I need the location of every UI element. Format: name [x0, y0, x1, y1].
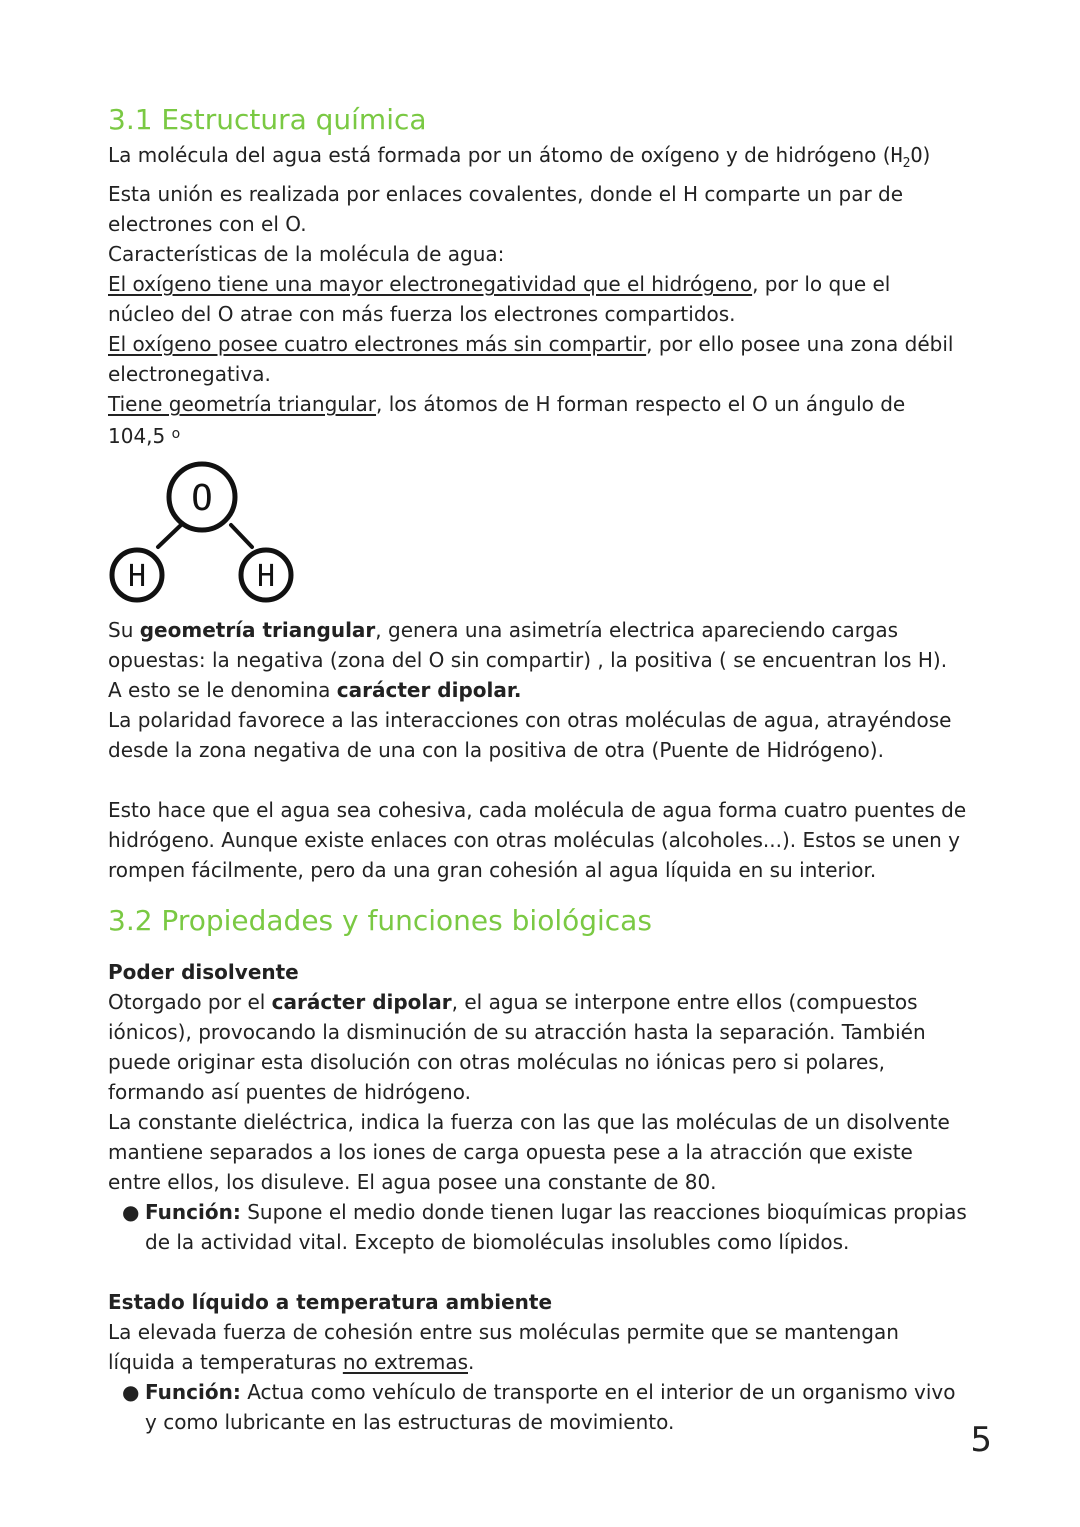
- degree-symbol: o: [171, 426, 181, 442]
- disolvente-line: entre ellos, los disuleve. El agua posee una constante de 80.: [108, 1170, 717, 1194]
- bullet-dot-icon: ●: [122, 1380, 140, 1404]
- disolvente-line: puede originar esta disolución con otras moléculas no iónicas pero si polares,: [108, 1050, 886, 1074]
- disolvente-line: La constante dieléctrica, indica la fuerza con las que las moléculas de un disolvente: [108, 1110, 950, 1134]
- section-title-estructura: 3.1 Estructura química: [108, 103, 427, 136]
- bond-left: [158, 525, 181, 547]
- disolvente-line: mantiene separados a los iones de carga opuesta pese a la atracción que existe: [108, 1140, 913, 1164]
- characteristic-1: El oxígeno tiene una mayor electronegatividad que el hidrógeno, por lo que el: [108, 272, 891, 296]
- intro-line: Esta unión es realizada por enlaces covalentes, donde el H comparte un par de: [108, 182, 904, 206]
- polarity-line: La polaridad favorece a las interacciones con otras moléculas de agua, atrayéndose: [108, 708, 952, 732]
- intro-line: La molécula del agua está formada por un átomo de oxígeno y de hidrógeno $(H_2O)$: [108, 143, 931, 171]
- bullet-dot-icon: ●: [122, 1200, 140, 1224]
- disolvente-line: iónicos), provocando la disminución de su atracción hasta la separación. También: [108, 1020, 926, 1044]
- bullet-funcion-liquido: ● Función: Actua como vehículo de transporte en el interior de un organismo vivo y como lubricante en las estructuras de movimiento.: [108, 1377, 988, 1437]
- subsection-title-disolvente: Poder disolvente: [108, 960, 299, 984]
- formula-h2o: $H_2O$: [890, 143, 923, 171]
- section-title-propiedades: 3.2 Propiedades y funciones biológicas: [108, 904, 652, 937]
- hydrogen-label-right: H: [256, 559, 276, 594]
- water-molecule-svg: [108, 455, 308, 605]
- cohesion-line: Esto hace que el agua sea cohesiva, cada molécula de agua forma cuatro puentes de: [108, 798, 967, 822]
- cohesion-line: rompen fácilmente, pero da una gran cohesión al agua líquida en su interior.: [108, 858, 877, 882]
- cohesion-line: hidrógeno. Aunque existe enlaces con otras moléculas (alcoholes...). Estos se unen y: [108, 828, 961, 852]
- liquido-line: La elevada fuerza de cohesión entre sus moléculas permite que se mantengan: [108, 1320, 899, 1344]
- liquido-line: líquida a temperaturas no extremas.: [108, 1350, 475, 1374]
- disolvente-line: formando así puentes de hidrógeno.: [108, 1080, 471, 1104]
- water-molecule-diagram: [108, 455, 308, 605]
- polarity-line: desde la zona negativa de una con la positiva de otra (Puente de Hidrógeno).: [108, 738, 884, 762]
- intro-line: electrones con el O.: [108, 212, 307, 236]
- characteristic-1-cont: núcleo del O atrae con más fuerza los electrones compartidos.: [108, 302, 736, 326]
- dipole-line: A esto se le denomina carácter dipolar.: [108, 678, 522, 702]
- page-number: 5: [970, 1420, 992, 1460]
- dipole-line: opuestas: la negativa (zona del O sin compartir) , la positiva ( se encuentran los H).: [108, 648, 948, 672]
- dipole-line: Su geometría triangular, genera una asimetría electrica apareciendo cargas: [108, 618, 899, 642]
- subsection-title-liquido: Estado líquido a temperatura ambiente: [108, 1290, 553, 1314]
- disolvente-line: Otorgado por el carácter dipolar, el agua se interpone entre ellos (compuestos: [108, 990, 918, 1014]
- characteristics-title: Características de la molécula de agua:: [108, 242, 505, 266]
- document-page: [108, 100, 988, 1437]
- oxygen-label: O: [191, 478, 213, 519]
- hydrogen-label-left: H: [127, 559, 147, 594]
- characteristic-2-cont: electronegativa.: [108, 362, 271, 386]
- bullet-funcion-disolvente: ● Función: Supone el medio donde tienen lugar las reacciones bioquímicas propias de la actividad vital. Excepto de biomoléculas insolubles como lípidos.: [108, 1197, 988, 1257]
- angle-value: 104,5 $^o$: [108, 424, 181, 448]
- bond-right: [231, 525, 252, 547]
- characteristic-2: El oxígeno posee cuatro electrones más sin compartir, por ello posee una zona débil: [108, 332, 954, 356]
- characteristic-3: Tiene geometría triangular, los átomos de H forman respecto el O un ángulo de: [108, 392, 906, 416]
